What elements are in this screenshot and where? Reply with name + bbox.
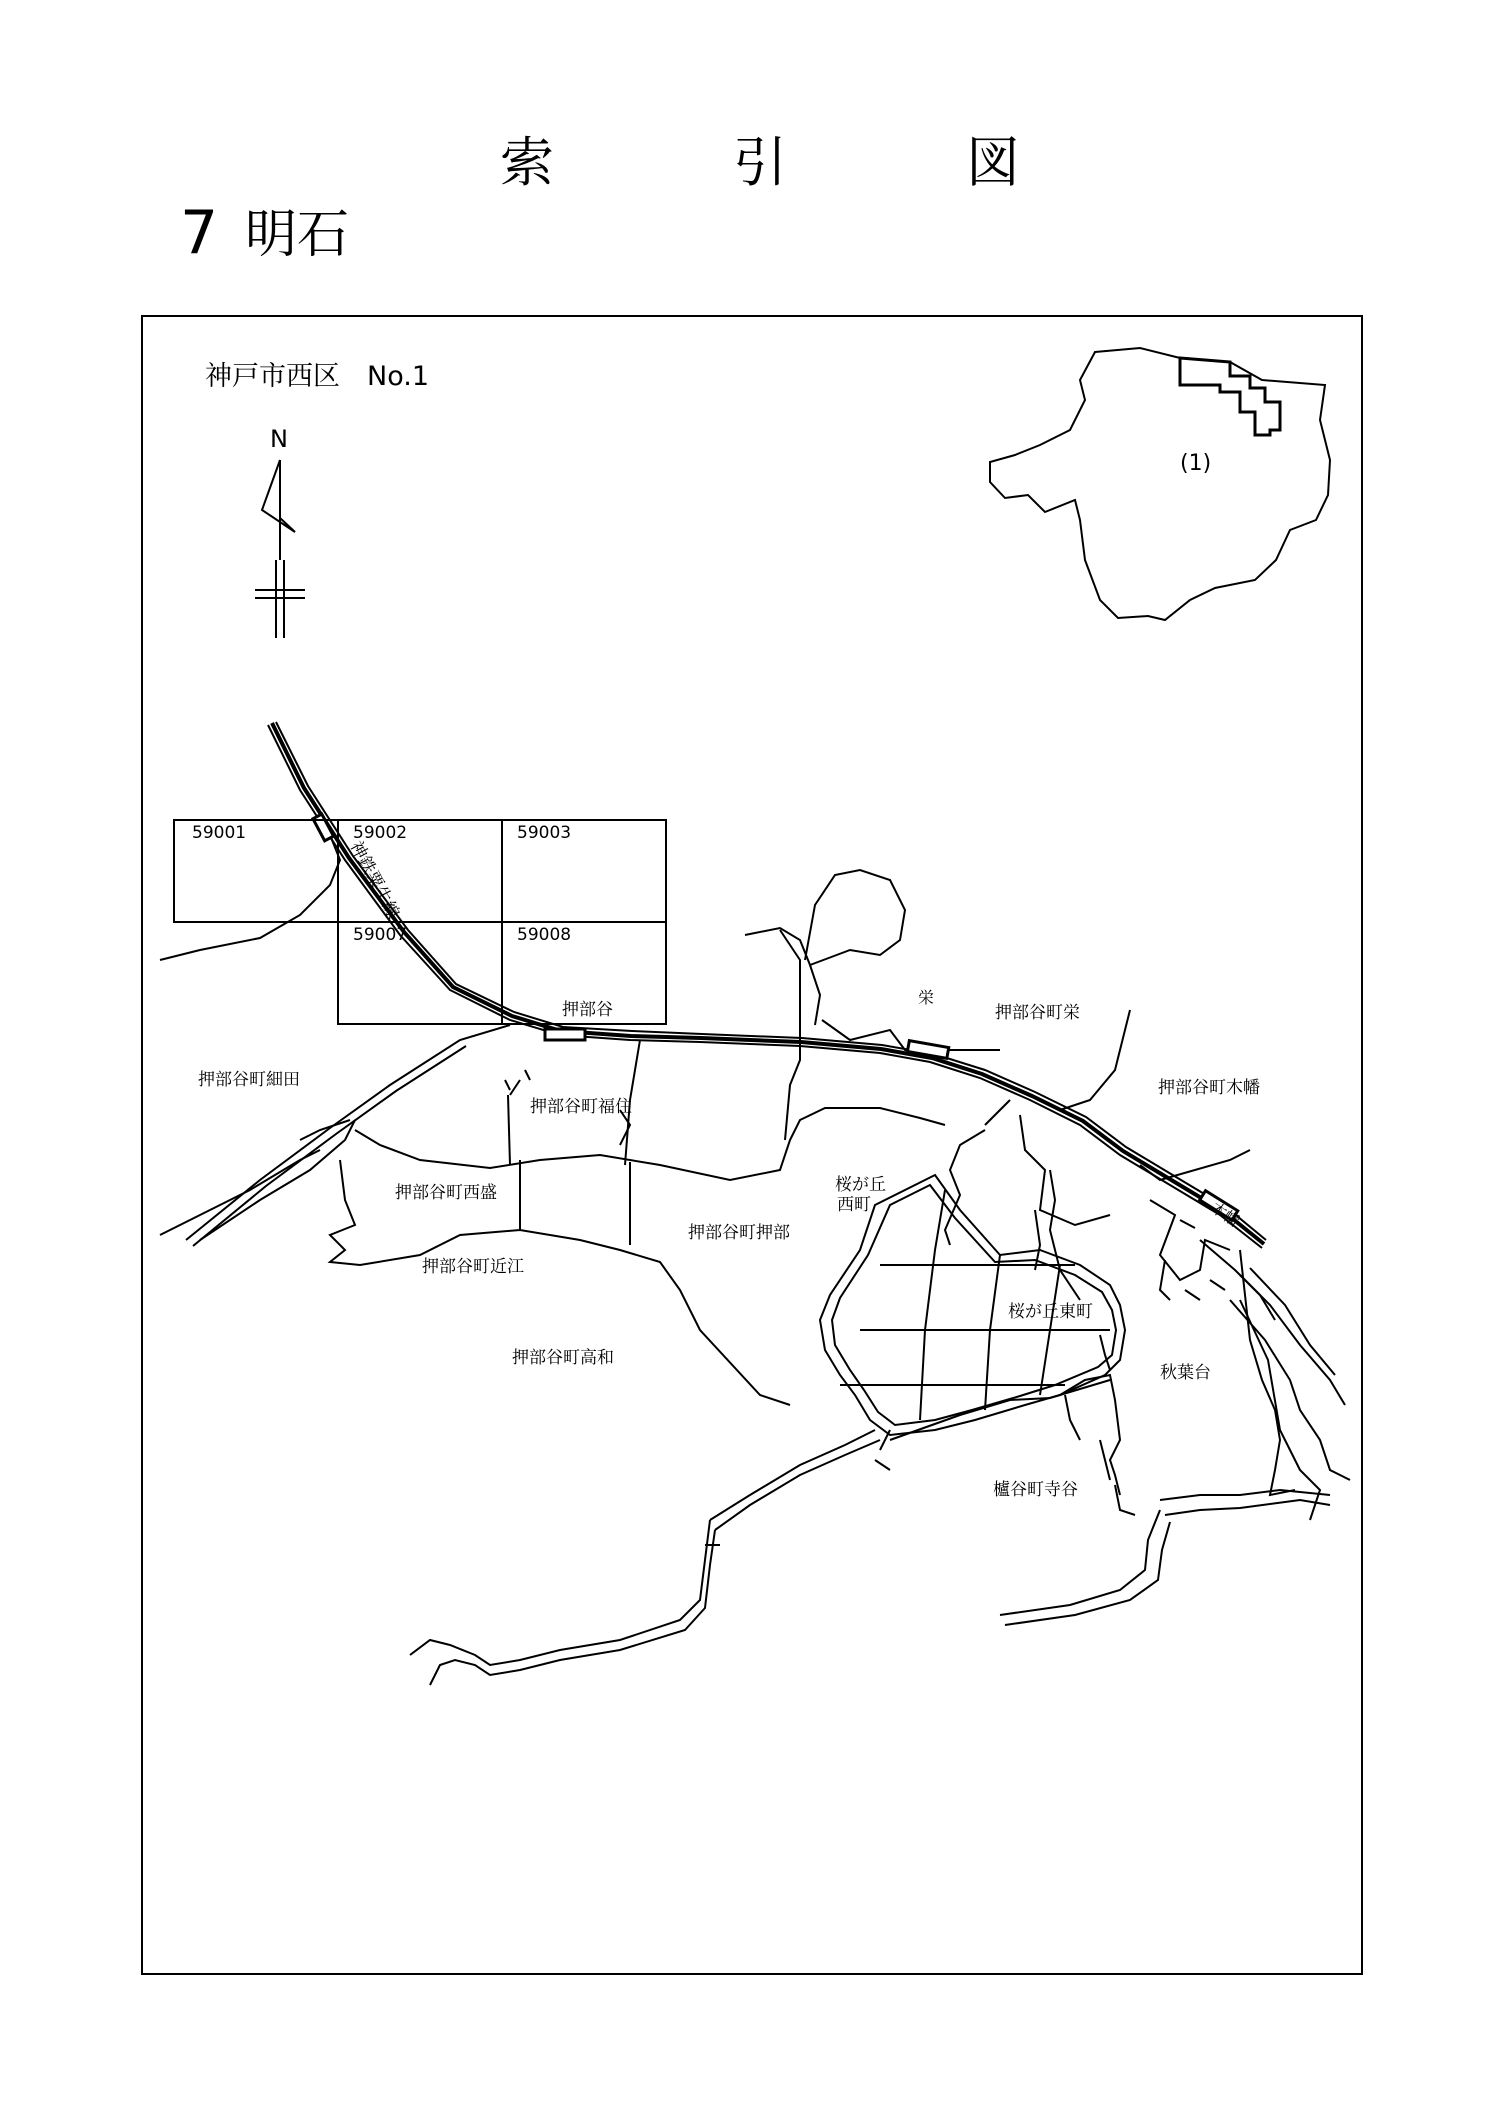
grid-cell-label: 59003 — [517, 823, 572, 843]
district-label: 西町 — [837, 1195, 871, 1215]
grid-cell-label: 59007 — [353, 925, 408, 945]
north-label: N — [270, 425, 288, 453]
north-arrow-icon — [255, 425, 305, 638]
inset-map — [990, 348, 1330, 620]
title-char: 図 — [966, 131, 1020, 194]
district-label: 押部谷町細田 — [198, 1070, 300, 1090]
title-char: 索 — [500, 131, 554, 194]
grid-cell-label: 59001 — [192, 823, 247, 843]
station-label: 栄 — [918, 988, 935, 1007]
station-oshibedani — [545, 1029, 585, 1040]
district-label: 櫨谷町寺谷 — [993, 1480, 1078, 1500]
railway-marker — [313, 814, 334, 841]
section-number: 7 — [180, 198, 219, 268]
section-name: 明石 — [245, 205, 350, 265]
railway-label: 神鉄粟生線 — [345, 837, 404, 923]
district-label: 押部谷町近江 — [422, 1257, 524, 1277]
inset-label: (1) — [1180, 451, 1212, 476]
district-label: 押部谷町西盛 — [395, 1183, 497, 1203]
grid-cell-label: 59002 — [353, 823, 408, 843]
district-label: 押部谷町栄 — [995, 1003, 1080, 1023]
area-label: 神戸市西区 No.1 — [205, 361, 430, 392]
district-label: 押部谷町木幡 — [1158, 1078, 1260, 1098]
district-label: 秋葉台 — [1160, 1363, 1211, 1383]
station-label: 押部谷 — [562, 1000, 613, 1020]
index-grid — [174, 820, 666, 1024]
station-label: 木幡 — [1207, 1198, 1243, 1231]
stations — [313, 814, 1238, 1220]
district-label: 桜が丘東町 — [1008, 1302, 1093, 1322]
district-label: 押部谷町高和 — [512, 1348, 614, 1368]
grid-cell-label: 59008 — [517, 925, 572, 945]
railway-line — [268, 722, 1266, 1248]
district-labels — [198, 1003, 1260, 1500]
title-char: 引 — [733, 131, 787, 194]
district-label: 押部谷町福住 — [530, 1097, 632, 1117]
district-label: 桜が丘 — [835, 1175, 886, 1195]
district-label: 押部谷町押部 — [688, 1223, 790, 1243]
